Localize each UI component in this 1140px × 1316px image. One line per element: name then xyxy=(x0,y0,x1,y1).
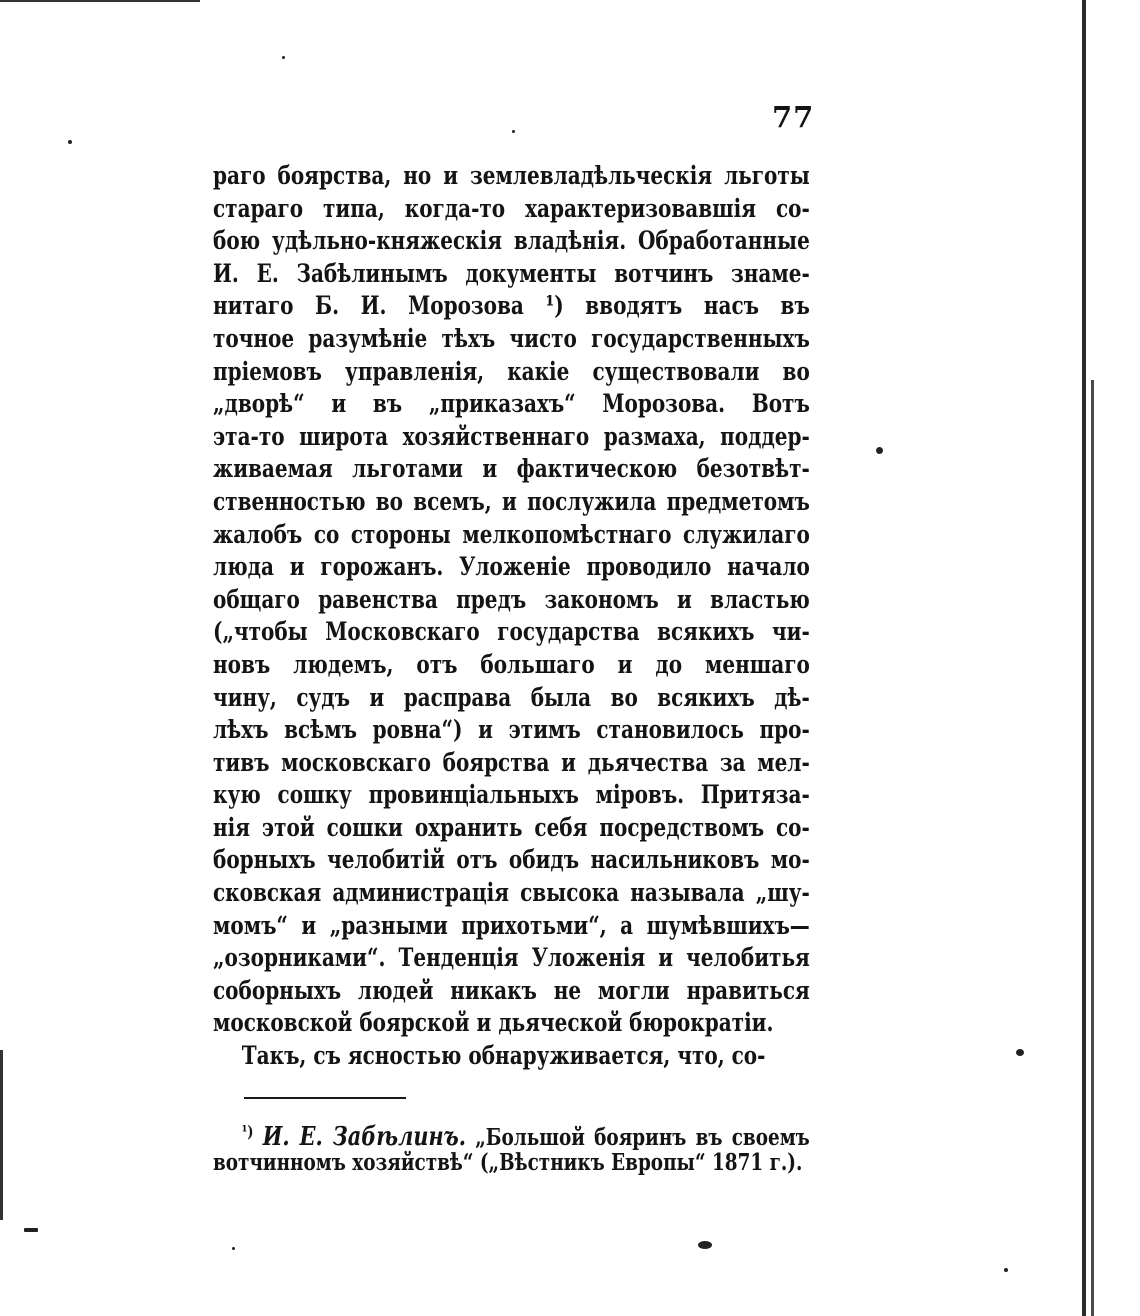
footnote-rule xyxy=(244,1097,406,1099)
scan-speck xyxy=(512,130,515,133)
scan-edge-top xyxy=(0,0,200,2)
text-line: тивъ московскаго боярства и дьячества за мел- xyxy=(213,747,810,777)
text-line: нитаго Б. И. Морозова ¹) вводятъ насъ въ xyxy=(213,291,810,321)
scan-edge-left xyxy=(0,1050,3,1220)
footnote-line: вотчинномъ хозяйствѣ“ („Вѣстникъ Европы“ 1871 г.). xyxy=(213,1149,803,1176)
text-line: общаго равенства предъ закономъ и властью xyxy=(213,584,810,614)
paragraph-start-line: Такъ, съ ясностью обнаруживается, что, со- xyxy=(241,1041,766,1071)
footnote-line xyxy=(213,1116,810,1152)
text-line: („чтобы Московскаго государства всякихъ чи- xyxy=(213,617,810,647)
scan-speck xyxy=(1004,1268,1008,1272)
text-line: „озорниками“. Тенденція Уложенія и челобитья xyxy=(213,943,810,973)
text-line: кую сошку провинціальныхъ міровъ. Притяза- xyxy=(213,780,810,810)
text-line: новъ людемъ, отъ большаго и до меншаго xyxy=(213,649,810,679)
text-line: борныхъ челобитій отъ обидъ насильниковъ мо- xyxy=(213,845,810,875)
text-line: эта-то широта хозяйственнаго размаха, поддер- xyxy=(213,421,810,451)
text-line: сковская администрація свысока называла „шу- xyxy=(213,878,810,908)
text-line: И. Е. Забѣлинымъ документы вотчинъ знаме- xyxy=(213,258,810,288)
scan-speck xyxy=(232,1247,235,1250)
text-line: московской боярской и дьяческой бюрократіи. xyxy=(213,1008,774,1038)
scan-speck xyxy=(1016,1049,1024,1056)
footnote-title: „Большой бояринъ въ своемъ xyxy=(475,1124,810,1151)
scan-speck xyxy=(698,1241,712,1249)
text-line: стараго типа, когда-то характеризовавшія со- xyxy=(213,193,810,223)
text-line: чину, судъ и расправа была во всякихъ дѣ- xyxy=(213,682,810,712)
footnote-mark: ¹) xyxy=(241,1122,254,1141)
text-line: пріемовъ управленія, какіе существовали во xyxy=(213,356,810,386)
page-number: 77 xyxy=(772,100,815,134)
text-line: момъ“ и „разными прихотьми“, а шумѣвшихъ— xyxy=(213,910,810,940)
scan-speck xyxy=(24,1228,38,1232)
scan-speck xyxy=(68,140,72,144)
text-line: нія этой сошки охранить себя посредствомъ со- xyxy=(213,812,810,842)
text-line: живаемая льготами и фактическою безотвѣт- xyxy=(213,454,810,484)
scan-speck xyxy=(876,447,883,454)
footnote xyxy=(213,1116,810,1178)
text-line: жалобъ со стороны мелкопомѣстнаго служилаго xyxy=(213,519,810,549)
text-line: точное разумѣніе тѣхъ чисто государственныхъ xyxy=(213,323,810,353)
text-line: люда и горожанъ. Уложеніе проводило начало xyxy=(213,552,810,582)
scan-margin-border xyxy=(1082,0,1086,1316)
text-line: „дворѣ“ и въ „приказахъ“ Морозова. Вотъ xyxy=(213,389,810,419)
text-line: раго боярства, но и землевладѣльческія льготы xyxy=(213,161,810,190)
footnote-author: И. Е. Забѣлинъ. xyxy=(262,1122,466,1152)
text-line: бою удѣльно-княжескія владѣнія. Обработанные xyxy=(213,226,810,256)
scan-speck xyxy=(282,56,285,59)
text-line: лѣхъ всѣмъ ровна“) и этимъ становилось про- xyxy=(213,715,810,745)
scan-margin-border-inner xyxy=(1091,380,1094,1316)
text-line: соборныхъ людей никакъ не могли нравиться xyxy=(213,975,810,1005)
text-line: ственностью во всемъ, и послужила предметомъ xyxy=(213,486,810,516)
body-text xyxy=(213,160,810,1073)
